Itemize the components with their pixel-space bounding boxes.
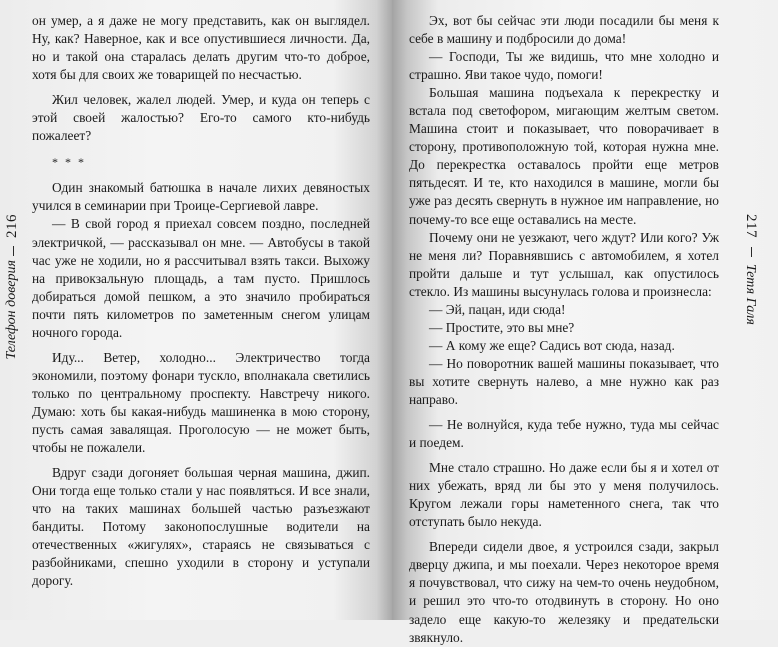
dialogue-line-1: — Эй, пацан, иди сюда! — [429, 301, 566, 317]
dialogue-line-2: — Простите, это вы мне? — [429, 319, 575, 335]
right-paragraph-3: Большая машина подъехала к перекрестку и встала под светофором, мигающим желтым светом. Машина стоит и показывает, что поворачивает в сторону, противоположную той, которая нужна мне. До перекрестка оставалось пройти еще метров пятьдесят. И те, кто находился в машине, могли бы уже раз десять свернуть в нужное им направление, но почему-то все еще оставались на месте. — [409, 85, 719, 227]
page-number-right: 217 — [743, 214, 759, 238]
left-paragraph-2: Жил человек, жалел людей. Умер, и куда он теперь с этой своей жалостью? Его-то самого кто-нибудь пожалеет? — [32, 92, 370, 144]
left-page — [0, 0, 392, 620]
right-paragraph-2: — Господи, Ты же видишь, что мне холодно и страшно. Яви такое чудо, помоги! — [409, 49, 719, 83]
dialogue-line-5: — Не волнуйся, куда тебе нужно, туда мы сейчас и поедем. — [409, 417, 719, 451]
section-separator: * * * — [52, 155, 86, 170]
right-paragraph-1: Эх, вот бы сейчас эти люди посадили бы меня к себе в машину и подбросили до дома! — [409, 13, 719, 47]
right-paragraph-5: Мне стало страшно. Но даже если бы я и хотел от них убежать, вряд ли бы это у меня получилось. Кругом лежали горы наметенного снега, так что отступать было некуда. — [409, 460, 719, 530]
right-page-margin — [740, 214, 764, 384]
running-head-right: Тетя Галя — [743, 264, 758, 325]
page-number-left: 216 — [4, 214, 20, 238]
right-margin-divider — [751, 247, 752, 257]
left-paragraph-6: Вдруг сзади догоняет большая черная машина, джип. Они тогда еще только стали у нас появляться. И все знали, что на таких машинах большей частью разъезжают бандиты. Потому законопослушные водители на отечественных «жигулях», стараясь не связываться с разбойниками, спешно уходили в сторону и уступали дорогу. — [32, 465, 370, 589]
running-head-left: Телефон доверия — [4, 260, 19, 360]
dialogue-line-3: — А кому же еще? Садись вот сюда, назад. — [429, 337, 675, 353]
right-paragraph-4: Почему они не уезжают, чего ждут? Или кого? Уж не меня ли? Поравнявшись с автомобилем, я хотел пройти дальше и тут услышал, как опустилось стекло. Из машины высунулась голова и произнесла: — [409, 229, 719, 299]
dialogue-line-4: — Но поворотник вашей машины показывает, что вы хотите свернуть налево, а мне нужно как раз направо. — [409, 355, 719, 407]
right-page-text — [409, 12, 719, 647]
left-paragraph-1: он умер, а я даже не могу представить, как он выглядел. Ну, как? Наверное, как и все опустившиеся личности. Да, но и такой она старалась делать другим что-то доброе, хотя бы для своих же товарищей по несчастью. — [32, 13, 370, 83]
left-page-margin — [4, 214, 26, 534]
left-paragraph-5: Иду... Ветер, холодно... Электричество тогда экономили, поэтому фонари тускло, вполнакала светились только по центральному проспекту. Навстречу никого. Думаю: хоть бы какая-нибудь машиненка в мою сторону, пусть самая завалящая. Проголосую — не может быть, чтобы не пожалели. — [32, 349, 370, 456]
right-page — [392, 0, 778, 645]
left-margin-divider — [13, 246, 14, 256]
left-paragraph-4: — В свой город я приехал совсем поздно, последней электричкой, — рассказывал он мне. — Автобусы в такой час уже не ходили, но я рассчитывал взять такси. Выхожу на привокзальную площадь, а там пусто. Пришлось добираться домой пешком, а это значило пробираться почти пять километров по заметенным снегом улицам ночного города. — [32, 216, 370, 340]
left-paragraph-3: Один знакомый батюшка в начале лихих девяностых учился в семинарии при Троице-Сергиевой лавре. — [32, 180, 370, 214]
right-paragraph-6: Впереди сидели двое, я устроился сзади, закрыл дверцу джипа, и мы поехали. Через некоторое время я почувствовал, что сижу на чем-то очень неудобном, и решил это что-то отодвинуть в сторону. Но оно задело еще какую-то железяку и предательски звякнуло. — [409, 539, 719, 645]
left-page-text — [32, 12, 370, 590]
